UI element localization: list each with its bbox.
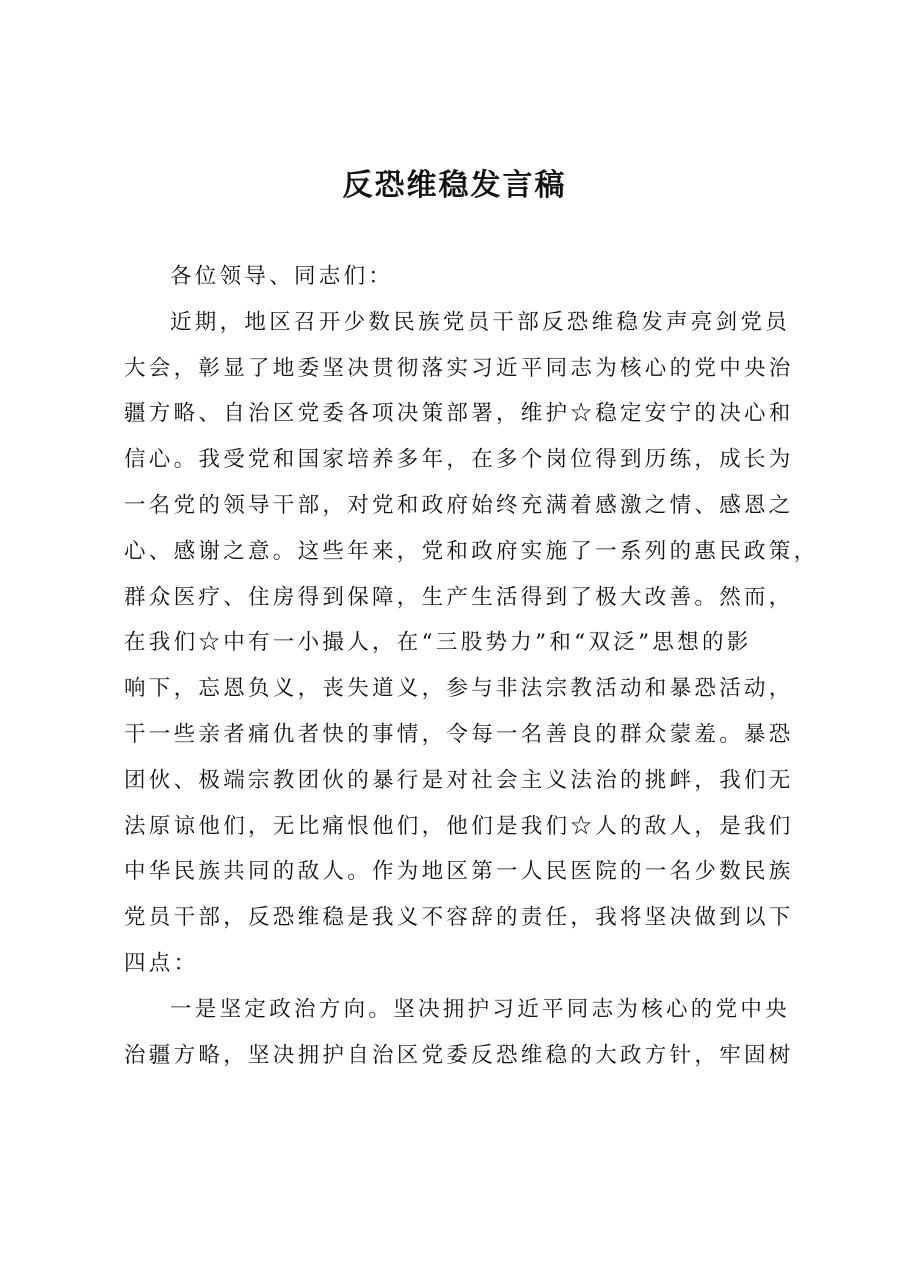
text-line: 响下，忘恩负义，丧失道义，参与非法宗教活动和暴恐活动， bbox=[124, 676, 794, 702]
text-line: 信心。我受党和国家培养多年，在多个岗位得到历练，成长为 bbox=[124, 447, 794, 473]
text-line: 疆方略、自治区党委各项决策部署，维护☆稳定安宁的决心和 bbox=[124, 401, 794, 427]
text-line: 干一些亲者痛仇者快的事情，令每一名善良的群众蒙羞。暴恐 bbox=[124, 721, 794, 747]
text-line: 团伙、极端宗教团伙的暴行是对社会主义法治的挑衅，我们无 bbox=[124, 767, 794, 793]
text-line: 近期，地区召开少数民族党员干部反恐维稳发声亮剑党员 bbox=[170, 309, 791, 335]
text-line: 四点： bbox=[124, 950, 199, 976]
text-line: 在我们☆中有一小撮人，在“三股势力”和“双泛”思想的影 bbox=[124, 630, 752, 656]
text-line: 中华民族共同的敌人。作为地区第一人民医院的一名少数民族 bbox=[124, 859, 794, 885]
text-line: 党员干部，反恐维稳是我义不容辞的责任，我将坚决做到以下 bbox=[124, 905, 794, 931]
document-title: 反恐维稳发言稿 bbox=[342, 168, 567, 203]
text-line: 一名党的领导干部，对党和政府始终充满着感激之情、感恩之 bbox=[124, 492, 794, 518]
text-line: 治疆方略，坚决拥护自治区党委反恐维稳的大政方针，牢固树 bbox=[124, 1042, 794, 1068]
text-line: 大会，彰显了地委坚决贯彻落实习近平同志为核心的党中央治 bbox=[124, 355, 794, 381]
text-line: 法原谅他们，无比痛恨他们，他们是我们☆人的敌人，是我们 bbox=[124, 813, 794, 839]
text-line: 各位领导、同志们： bbox=[170, 264, 394, 289]
text-line: 心、感谢之意。这些年来，党和政府实施了一系列的惠民政策， bbox=[124, 538, 819, 564]
document-body bbox=[124, 254, 819, 1078]
text-line: 群众医疗、住房得到保障，生产生活得到了极大改善。然而， bbox=[124, 584, 794, 610]
text-line: 一是坚定政治方向。坚决拥护习近平同志为核心的党中央 bbox=[170, 996, 791, 1022]
